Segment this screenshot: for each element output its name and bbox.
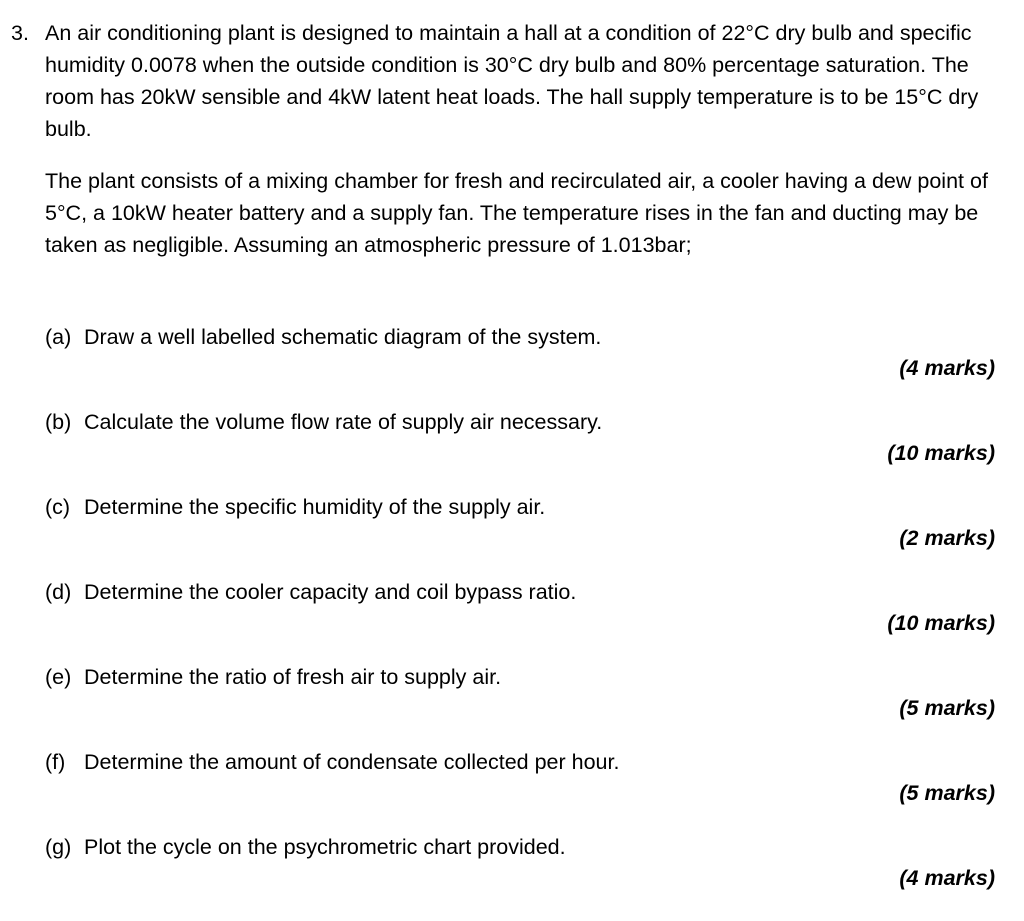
marks-label: (5 marks)	[899, 696, 995, 720]
part-label: (c)	[45, 495, 71, 519]
part-text: Draw a well labelled schematic diagram of the system.	[84, 325, 602, 349]
part-text: Calculate the volume flow rate of supply air necessary.	[84, 410, 603, 434]
part-text: Determine the specific humidity of the supply air.	[84, 495, 546, 519]
part-label: (e)	[45, 665, 72, 689]
part-label: (g)	[45, 835, 72, 859]
marks-label: (4 marks)	[899, 356, 995, 380]
part-label: (d)	[45, 580, 72, 604]
part-a	[45, 321, 1000, 411]
part-d	[45, 576, 1000, 666]
part-g	[45, 831, 1000, 921]
marks-label: (4 marks)	[899, 866, 995, 890]
marks-label: (5 marks)	[899, 781, 995, 805]
part-label: (b)	[45, 410, 72, 434]
marks-label: (10 marks)	[887, 441, 995, 465]
marks-label: (2 marks)	[899, 526, 995, 550]
part-f	[45, 746, 1000, 836]
part-text: Determine the ratio of fresh air to supply air.	[84, 665, 502, 689]
part-e	[45, 661, 1000, 751]
part-text: Determine the amount of condensate collected per hour.	[84, 750, 620, 774]
part-text: Determine the cooler capacity and coil bypass ratio.	[84, 580, 577, 604]
part-text: Plot the cycle on the psychrometric chart provided.	[84, 835, 566, 859]
plant-description: The plant consists of a mixing chamber for fresh and recirculated air, a cooler having a dew point of 5°C, a 10kW heater battery and a supply fan. The temperature rises in the fan and ducting may be taken as negligible. Assuming an atmospheric pressure of 1.013bar;	[45, 169, 988, 257]
part-label: (a)	[45, 325, 72, 349]
part-b	[45, 406, 1000, 496]
question-intro: An air conditioning plant is designed to maintain a hall at a condition of 22°C dry bulb and specific humidity 0.0078 when the outside condition is 30°C dry bulb and 80% percentage saturation. The room has 20kW sensible and 4kW latent heat loads. The hall supply temperature is to be 15°C dry bulb.	[45, 21, 979, 141]
marks-label: (10 marks)	[887, 611, 995, 635]
part-c	[45, 491, 1000, 581]
part-label: (f)	[45, 750, 66, 774]
question-number: 3.	[11, 21, 29, 45]
